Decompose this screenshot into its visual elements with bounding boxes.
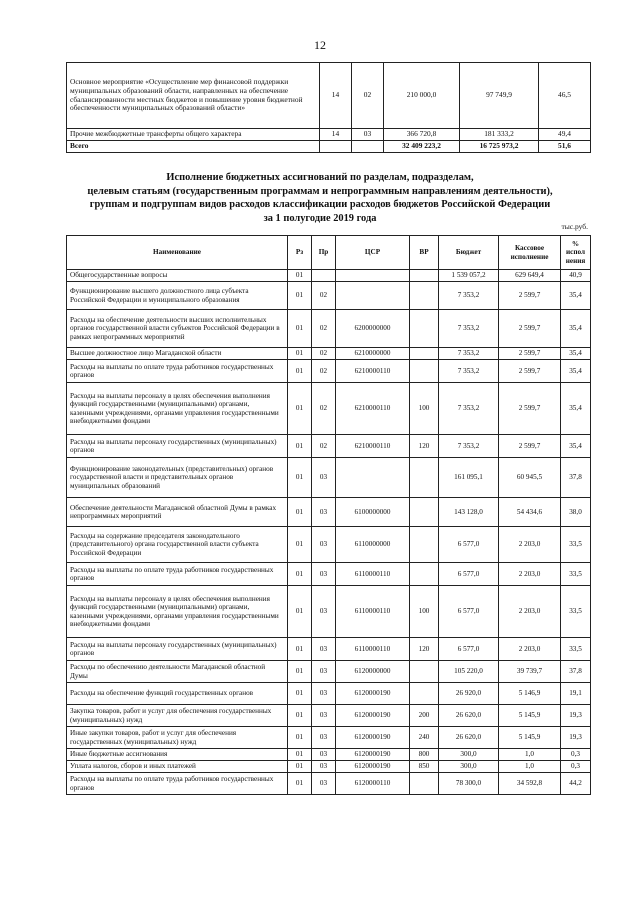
table-row — [67, 727, 591, 749]
row-budget: 210 000,0 — [384, 63, 460, 129]
top-table-body — [67, 63, 591, 153]
header-rz: Рз — [288, 236, 312, 270]
units-label: тыс.руб. — [561, 222, 588, 231]
header-name: Наименование — [67, 236, 288, 270]
table-row — [67, 683, 591, 705]
row-vr: 100 — [410, 586, 439, 638]
row-vr — [410, 527, 439, 563]
total-label: Всего — [67, 140, 320, 152]
row-csr: 6110000000 — [336, 527, 410, 563]
row-exec: 54 434,6 — [499, 498, 561, 527]
row-exec: 2 203,0 — [499, 527, 561, 563]
row-name: Закупка товаров, работ и услуг для обеспечения государственных (муниципальных) нужд — [67, 705, 288, 727]
row-vr: 800 — [410, 749, 439, 761]
row-vr — [410, 348, 439, 360]
row-budget: 300,0 — [439, 749, 499, 761]
row-exec: 2 599,7 — [499, 360, 561, 383]
row-budget: 300,0 — [439, 761, 499, 773]
row-name: Расходы на выплаты персоналу государственных (муниципальных) органов — [67, 638, 288, 661]
main-table-body — [67, 270, 591, 795]
row-csr: 6120000190 — [336, 705, 410, 727]
row-csr — [336, 282, 410, 310]
row-name: Расходы на обеспечение деятельности высших исполнительных органов государственной власти субъектов Российской Федерации в рамках непрограммных мероприятий — [67, 310, 288, 348]
row-pct: 40,9 — [561, 270, 591, 282]
row-name: Иные бюджетные ассигнования — [67, 749, 288, 761]
row-rz: 01 — [288, 683, 312, 705]
header-vr: ВР — [410, 236, 439, 270]
total-budget: 32 409 223,2 — [384, 140, 460, 152]
row-budget: 26 920,0 — [439, 683, 499, 705]
row-csr: 6100000000 — [336, 498, 410, 527]
table-row — [67, 435, 591, 458]
row-vr — [410, 310, 439, 348]
main-table — [66, 235, 591, 795]
row-rz: 01 — [288, 310, 312, 348]
row-pr: 03 — [312, 773, 336, 795]
row-vr: 200 — [410, 705, 439, 727]
total-pr — [352, 140, 384, 152]
row-pr: 02 — [312, 310, 336, 348]
row-pct: 35,4 — [561, 348, 591, 360]
row-pct: 35,4 — [561, 360, 591, 383]
row-exec: 1,0 — [499, 749, 561, 761]
row-name: Расходы на выплаты персоналу государственных (муниципальных) органов — [67, 435, 288, 458]
row-rz: 01 — [288, 705, 312, 727]
row-exec: 5 146,9 — [499, 683, 561, 705]
row-vr: 120 — [410, 638, 439, 661]
row-vr — [410, 270, 439, 282]
row-name: Функционирование высшего должностного лица субъекта Российской Федерации и муниципального образования — [67, 282, 288, 310]
row-rz: 14 — [320, 63, 352, 129]
row-pct: 33,5 — [561, 563, 591, 586]
row-rz: 01 — [288, 773, 312, 795]
table-row — [67, 527, 591, 563]
row-vr — [410, 563, 439, 586]
row-rz: 01 — [288, 458, 312, 498]
table-row — [67, 360, 591, 383]
row-pr: 02 — [312, 282, 336, 310]
table-row — [67, 749, 591, 761]
row-rz: 01 — [288, 282, 312, 310]
row-name: Уплата налогов, сборов и иных платежей — [67, 761, 288, 773]
section-heading — [70, 171, 570, 226]
row-csr: 6110000110 — [336, 586, 410, 638]
row-budget: 6 577,0 — [439, 638, 499, 661]
row-budget: 6 577,0 — [439, 563, 499, 586]
row-pr: 03 — [312, 458, 336, 498]
row-csr: 6210000110 — [336, 383, 410, 435]
table-row — [67, 458, 591, 498]
table-row — [67, 586, 591, 638]
row-pct: 19,1 — [561, 683, 591, 705]
row-vr: 100 — [410, 383, 439, 435]
row-pr: 03 — [312, 705, 336, 727]
row-pr: 03 — [312, 661, 336, 683]
row-pr: 03 — [312, 638, 336, 661]
row-budget: 26 620,0 — [439, 705, 499, 727]
row-name: Основное мероприятие «Осуществление мер финансовой поддержки муниципальных образований области, направленных на обеспечение сбалансированности местных бюджетов и повышение уровня бюджетной обеспеченности муниципальных образований области» — [67, 63, 320, 129]
row-csr: 6120000110 — [336, 773, 410, 795]
top-table-total-row — [67, 140, 591, 152]
row-rz: 01 — [288, 348, 312, 360]
table-row — [67, 705, 591, 727]
row-csr: 6120000000 — [336, 661, 410, 683]
row-pct: 49,4 — [539, 129, 591, 141]
header-exec: Кассовое исполнение — [499, 236, 561, 270]
row-name: Высшее должностное лицо Магаданской области — [67, 348, 288, 360]
row-pr: 03 — [312, 761, 336, 773]
table-row — [67, 383, 591, 435]
row-rz: 01 — [288, 586, 312, 638]
row-exec: 2 203,0 — [499, 638, 561, 661]
row-rz: 01 — [288, 727, 312, 749]
row-exec: 2 599,7 — [499, 310, 561, 348]
row-budget: 7 353,2 — [439, 282, 499, 310]
row-pr: 03 — [312, 727, 336, 749]
table-row — [67, 661, 591, 683]
row-pr: 02 — [312, 383, 336, 435]
row-pr: 03 — [312, 586, 336, 638]
row-csr — [336, 270, 410, 282]
top-table — [66, 62, 591, 153]
row-csr: 6210000110 — [336, 435, 410, 458]
row-pr: 02 — [312, 348, 336, 360]
row-exec: 1,0 — [499, 761, 561, 773]
row-name: Обеспечение деятельности Магаданской областной Думы в рамках непрограммных мероприятий — [67, 498, 288, 527]
row-budget: 7 353,2 — [439, 435, 499, 458]
heading-line-2: целевым статьям (государственным программам и непрограммным направлениям деятельности), — [87, 185, 553, 197]
row-budget: 7 353,2 — [439, 360, 499, 383]
row-pct: 33,5 — [561, 638, 591, 661]
row-csr: 6110000110 — [336, 638, 410, 661]
row-csr: 6210000000 — [336, 348, 410, 360]
total-rz — [320, 140, 352, 152]
row-name: Функционирование законодательных (представительных) органов государственной власти и представительных органов муниципальных образований — [67, 458, 288, 498]
row-pct: 33,5 — [561, 527, 591, 563]
row-rz: 01 — [288, 360, 312, 383]
row-vr — [410, 683, 439, 705]
row-csr: 6210000110 — [336, 360, 410, 383]
row-exec: 5 145,9 — [499, 705, 561, 727]
row-rz: 01 — [288, 527, 312, 563]
top-table-row — [67, 63, 591, 129]
row-name: Расходы на выплаты по оплате труда работников государственных органов — [67, 773, 288, 795]
table-row — [67, 348, 591, 360]
row-budget: 7 353,2 — [439, 310, 499, 348]
row-csr: 6110000110 — [336, 563, 410, 586]
row-name: Расходы на выплаты по оплате труда работников государственных органов — [67, 360, 288, 383]
row-exec: 2 599,7 — [499, 435, 561, 458]
header-csr: ЦСР — [336, 236, 410, 270]
row-budget: 78 300,0 — [439, 773, 499, 795]
heading-line-1: Исполнение бюджетных ассигнований по разделам, подразделам, — [166, 172, 474, 183]
row-pct: 35,4 — [561, 282, 591, 310]
row-csr: 6200000000 — [336, 310, 410, 348]
row-pr: 03 — [352, 129, 384, 141]
row-csr: 6120000190 — [336, 683, 410, 705]
table-row — [67, 638, 591, 661]
row-name: Расходы на выплаты персоналу в целях обеспечения выполнения функций государственными (муниципальными) органами, казенными учреждениями, органами управления государственными внебюджетными фондами — [67, 383, 288, 435]
row-pct: 19,3 — [561, 705, 591, 727]
row-name: Расходы на обеспечение функций государственных органов — [67, 683, 288, 705]
row-pct: 46,5 — [539, 63, 591, 129]
row-budget: 6 577,0 — [439, 586, 499, 638]
row-rz: 01 — [288, 661, 312, 683]
row-budget: 7 353,2 — [439, 383, 499, 435]
row-name: Иные закупки товаров, работ и услуг для обеспечения государственных (муниципальных) нужд — [67, 727, 288, 749]
row-vr — [410, 282, 439, 310]
row-pr: 03 — [312, 498, 336, 527]
table-row — [67, 282, 591, 310]
heading-line-3: группам и подгруппам видов расходов классификации расходов бюджетов Российской Федерации — [89, 199, 551, 211]
row-vr: 240 — [410, 727, 439, 749]
row-pct: 37,8 — [561, 661, 591, 683]
row-pct: 37,8 — [561, 458, 591, 498]
row-pr — [312, 270, 336, 282]
row-budget: 6 577,0 — [439, 527, 499, 563]
table-row — [67, 310, 591, 348]
row-exec: 2 599,7 — [499, 282, 561, 310]
row-rz: 01 — [288, 749, 312, 761]
row-rz: 01 — [288, 498, 312, 527]
row-budget: 26 620,0 — [439, 727, 499, 749]
row-vr — [410, 498, 439, 527]
heading-line-4: за 1 полугодие 2019 года — [263, 213, 377, 225]
row-csr: 6120000190 — [336, 761, 410, 773]
row-exec: 39 739,7 — [499, 661, 561, 683]
row-vr — [410, 661, 439, 683]
row-rz: 01 — [288, 563, 312, 586]
row-csr: 6120000190 — [336, 749, 410, 761]
row-budget: 366 720,8 — [384, 129, 460, 141]
row-budget: 143 128,0 — [439, 498, 499, 527]
row-rz: 14 — [320, 129, 352, 141]
row-rz: 01 — [288, 270, 312, 282]
row-exec: 629 649,4 — [499, 270, 561, 282]
row-budget: 161 095,1 — [439, 458, 499, 498]
table-row — [67, 563, 591, 586]
row-pr: 03 — [312, 563, 336, 586]
table-row — [67, 773, 591, 795]
row-rz: 01 — [288, 435, 312, 458]
row-budget: 1 539 057,2 — [439, 270, 499, 282]
row-vr — [410, 458, 439, 498]
total-exec: 16 725 973,2 — [460, 140, 539, 152]
row-pct: 33,5 — [561, 586, 591, 638]
row-vr — [410, 773, 439, 795]
row-exec: 34 592,8 — [499, 773, 561, 795]
main-table-header-row — [67, 236, 591, 270]
row-pct: 35,4 — [561, 435, 591, 458]
page-number: 12 — [314, 38, 326, 52]
row-vr: 850 — [410, 761, 439, 773]
row-rz: 01 — [288, 383, 312, 435]
row-pct: 19,3 — [561, 727, 591, 749]
table-row — [67, 270, 591, 282]
row-name: Расходы на выплаты по оплате труда работников государственных органов — [67, 563, 288, 586]
row-vr: 120 — [410, 435, 439, 458]
row-vr — [410, 360, 439, 383]
row-exec: 181 333,2 — [460, 129, 539, 141]
row-pct: 44,2 — [561, 773, 591, 795]
row-name: Общегосударственные вопросы — [67, 270, 288, 282]
header-pr: Пр — [312, 236, 336, 270]
row-exec: 2 599,7 — [499, 383, 561, 435]
row-pct: 0,3 — [561, 761, 591, 773]
row-pct: 35,4 — [561, 310, 591, 348]
row-csr: 6120000190 — [336, 727, 410, 749]
table-row — [67, 761, 591, 773]
total-pct: 51,6 — [539, 140, 591, 152]
row-rz: 01 — [288, 638, 312, 661]
row-exec: 2 203,0 — [499, 586, 561, 638]
row-exec: 5 145,9 — [499, 727, 561, 749]
row-pr: 03 — [312, 749, 336, 761]
row-name: Расходы на содержание председателя законодательного (представительного) органа государственной власти субъекта Российской Федерации — [67, 527, 288, 563]
table-row — [67, 498, 591, 527]
row-pr: 03 — [312, 683, 336, 705]
row-rz: 01 — [288, 761, 312, 773]
top-table-row — [67, 129, 591, 141]
row-pct: 0,3 — [561, 749, 591, 761]
row-name: Прочие межбюджетные трансферты общего характера — [67, 129, 320, 141]
row-name: Расходы по обеспечению деятельности Магаданской областной Думы — [67, 661, 288, 683]
row-budget: 7 353,2 — [439, 348, 499, 360]
row-name: Расходы на выплаты персоналу в целях обеспечения выполнения функций государственными (муниципальными) органами, казенными учреждениями, органами управления государственными внебюджетными фондами — [67, 586, 288, 638]
row-pr: 03 — [312, 527, 336, 563]
row-exec: 97 749,9 — [460, 63, 539, 129]
row-exec: 60 945,5 — [499, 458, 561, 498]
row-pr: 02 — [352, 63, 384, 129]
row-pr: 02 — [312, 360, 336, 383]
header-pct: % испол нения — [561, 236, 591, 270]
row-budget: 105 220,0 — [439, 661, 499, 683]
row-pct: 35,4 — [561, 383, 591, 435]
row-exec: 2 203,0 — [499, 563, 561, 586]
row-pr: 02 — [312, 435, 336, 458]
header-budget: Бюджет — [439, 236, 499, 270]
row-csr — [336, 458, 410, 498]
row-exec: 2 599,7 — [499, 348, 561, 360]
row-pct: 38,0 — [561, 498, 591, 527]
